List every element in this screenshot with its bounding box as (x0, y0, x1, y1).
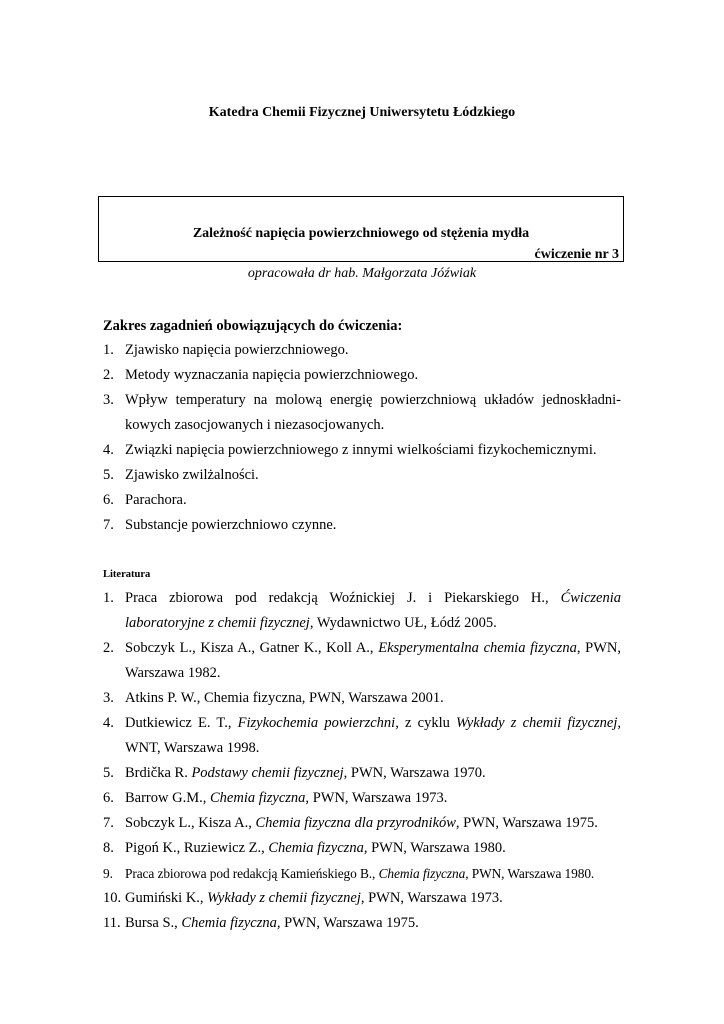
list-item: 9. Praca zbiorowa pod redakcją Kamieńskiego B., Chemia fizyczna, PWN, Warszawa 1980. (103, 866, 595, 881)
exercise-number: ćwiczenie nr 3 (534, 247, 619, 262)
list-item: 3. Atkins P. W., Chemia fizyczna, PWN, Warszawa 2001. (103, 690, 444, 706)
title-box (98, 196, 624, 262)
list-item: 2. Metody wyznaczania napięcia powierzchniowego. (103, 367, 419, 383)
list-item: 10. Gumiński K., Wykłady z chemii fizycznej, PWN, Warszawa 1973. (103, 890, 503, 906)
list-item: 1. Praca zbiorowa pod redakcją Woźnickiej J. i Piekarskiego H., Ćwiczenia laboratoryjne z chemii fizycznej, Wydawnictwo UŁ, Łódź 2005. (103, 590, 621, 631)
list-item: 7. Sobczyk L., Kisza A., Chemia fizyczna dla przyrodników, PWN, Warszawa 1975. (103, 815, 598, 831)
list-item: 11. Bursa S., Chemia fizyczna, PWN, Warszawa 1975. (103, 915, 419, 931)
list-item: 4. Dutkiewicz E. T., Fizykochemia powierzchni, z cyklu Wykłady z chemii fizycznej, WNT, Warszawa 1998. (103, 715, 621, 756)
list-item: 8. Pigoń K., Ruziewicz Z., Chemia fizyczna, PWN, Warszawa 1980. (103, 840, 506, 856)
department-header: Katedra Chemii Fizycznej Uniwersytetu Łódzkiego (208, 105, 516, 120)
list-item: 4. Związki napięcia powierzchniowego z innymi wielkościami fizykochemicznymi. (103, 442, 597, 458)
literature-heading: Literatura (103, 569, 151, 580)
topics-list (103, 338, 621, 538)
list-item: 7. Substancje powierzchniowo czynne. (103, 517, 337, 533)
author-line: opracowała dr hab. Małgorzata Jóźwiak (247, 266, 477, 281)
exercise-title: Zależność napięcia powierzchniowego od stężenia mydła (192, 226, 530, 241)
list-item: 1. Zjawisko napięcia powierzchniowego. (103, 342, 349, 358)
topics-heading: Zakres zagadnień obowiązujących do ćwiczenia: (103, 318, 403, 334)
list-item: 5. Zjawisko zwilżalności. (103, 467, 259, 483)
list-item: 3. Wpływ temperatury na molową energię powierzchniową układów jednoskładni- kowych zasocjowanych i niezasocjowanych. (103, 392, 621, 433)
literature-list (103, 586, 621, 936)
list-item: 2. Sobczyk L., Kisza A., Gatner K., Koll A., Eksperymentalna chemia fizyczna, PWN, Warszawa 1982. (103, 640, 621, 681)
list-item: 6. Barrow G.M., Chemia fizyczna, PWN, Warszawa 1973. (103, 790, 448, 806)
list-item: 5. Brdička R. Podstawy chemii fizycznej, PWN, Warszawa 1970. (103, 765, 486, 781)
list-item: 6. Parachora. (103, 492, 187, 508)
